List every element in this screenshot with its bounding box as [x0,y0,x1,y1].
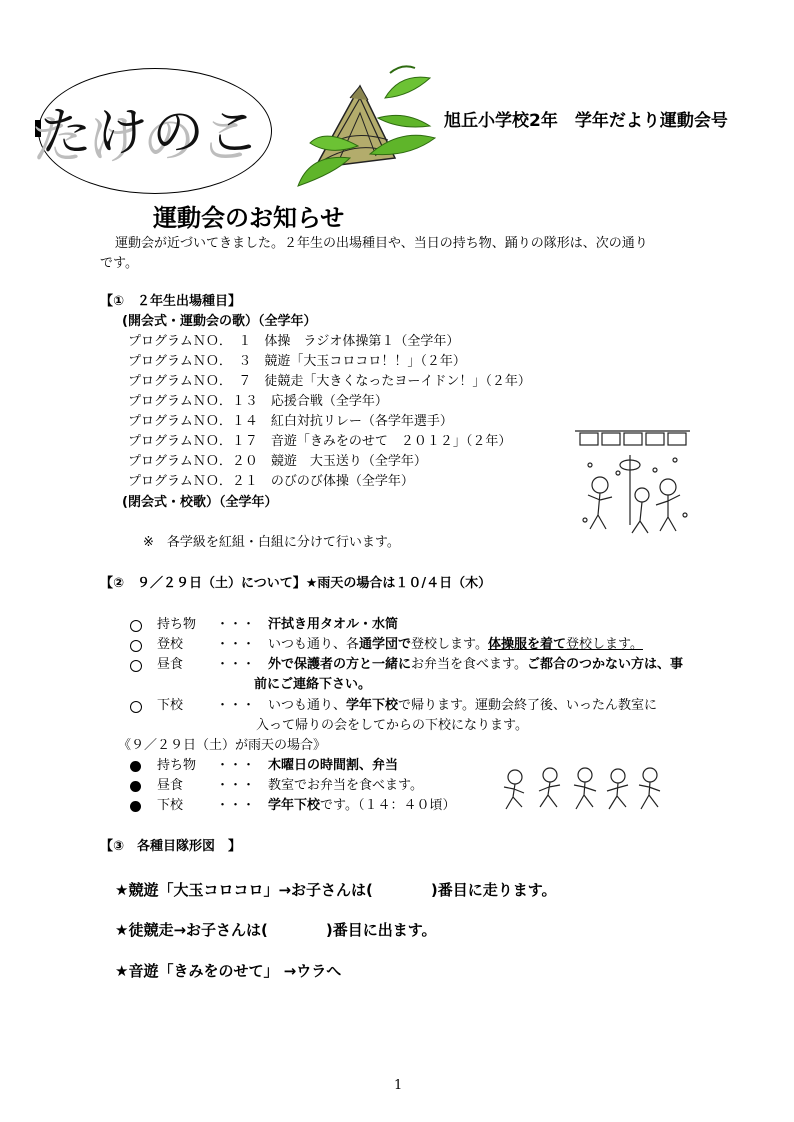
footrace-line: ★徒競走→お子さんは( )番目に出ます。 [115,921,437,939]
list-bullet-open [130,640,142,652]
item-label: 昼食 [157,657,184,672]
program-item: プログラムＮＯ．２１ のびのび体操（全学年） [128,474,414,489]
list-bullet-filled [130,761,141,772]
intro-line-1: 運動会が近づいてきました。２年生の出場種目や、当日の持ち物、踊りの隊形は、次の通り [115,236,648,251]
program-item: プログラムＮＯ．２０ 競遊 大玉送り（全学年） [128,454,427,469]
section3-heading: 【③ 各種目隊形図 】 [100,839,242,854]
item-text: 学年下校です。（１４：４０頃） [268,798,456,813]
item-label: 下校 [157,698,184,713]
item-text: いつも通り、各通学団で登校します。体操服を着て登校します。 [268,637,643,652]
list-bullet-filled [130,781,141,792]
item-text: 木曜日の時間割、弁当 [268,758,399,773]
item-text: いつも通り、学年下校で帰ります。運動会終了後、いったん教室に [268,698,657,713]
item-dots: ・・・ [216,698,256,713]
list-bullet-open [130,660,142,672]
item-dots: ・・・ [216,657,256,672]
item-dots: ・・・ [216,798,256,813]
item-dots: ・・・ [216,637,256,652]
rain-heading: 《９／２９日（土）が雨天の場合》 [118,738,327,753]
notice-heading: 運動会のお知らせ [153,204,345,232]
item-text: 汗拭き用タオル・水筒 [268,617,399,632]
bamboo-shoot-illustration [290,58,440,193]
item-text: 外で保護者の方と一緒にお弁当を食べます。ご都合のつかない方は、事 [268,657,683,672]
program-item: プログラムＮＯ．１４ 紅白対抗リレー（各学年選手） [128,414,453,429]
ball-race-line: ★競遊「大玉コロコロ」→お子さんは( )番目に走ります。 [115,881,557,899]
item-label: 下校 [157,798,184,813]
list-bullet-open [130,620,142,632]
item-label: 昼食 [157,778,184,793]
program-item: プログラムＮＯ． １ 体操 ラジオ体操第１（全学年） [128,334,460,349]
running-children-illustration [500,765,665,815]
item-label: 持ち物 [157,617,197,632]
dance-line: ★音遊「きみをのせて」 →ウラへ [115,962,342,980]
item-dots: ・・・ [216,758,256,773]
item-text-continued: 前にご連絡下さい。 [254,677,372,692]
intro-line-2: です。 [100,256,138,271]
item-dots: ・・・ [216,778,256,793]
program-item: プログラムＮＯ． ３ 競遊「大玉コロコロ！！」（２年） [128,354,466,369]
sports-day-children-illustration [570,425,695,537]
closing-ceremony: (閉会式・校歌）（全学年） [122,495,278,510]
item-text-continued: 入って帰りの会をしてからの下校になります。 [256,718,528,733]
page-number: 1 [394,1078,403,1093]
opening-ceremony: (開会式・運動会の歌）（全学年） [122,314,317,329]
program-item: プログラムＮＯ． ７ 徒競走「大きくなったヨーイドン！」（２年） [128,374,531,389]
newsletter-title: たけのこ [40,103,265,163]
program-item: プログラムＮＯ．１７ 音遊「きみをのせて ２０１２」（２年） [128,434,512,449]
list-bullet-open [130,701,142,713]
list-bullet-filled [130,801,141,812]
item-label: 登校 [157,637,184,652]
school-newsletter-label: 旭丘小学校2年 学年だより運動会号 [444,111,728,131]
item-dots: ・・・ [216,617,256,632]
item-label: 持ち物 [157,758,197,773]
program-item: プログラムＮＯ．１３ 応援合戦（全学年） [128,394,388,409]
section2-heading: 【② ９／２９日（土）について】★雨天の場合は１０/４日（木） [100,576,492,591]
team-note: ※ 各学級を紅組・白組に分けて行います。 [143,535,400,550]
item-text: 教室でお弁当を食べます。 [268,778,423,793]
section1-heading: 【① ２年生出場種目】 [100,294,242,309]
